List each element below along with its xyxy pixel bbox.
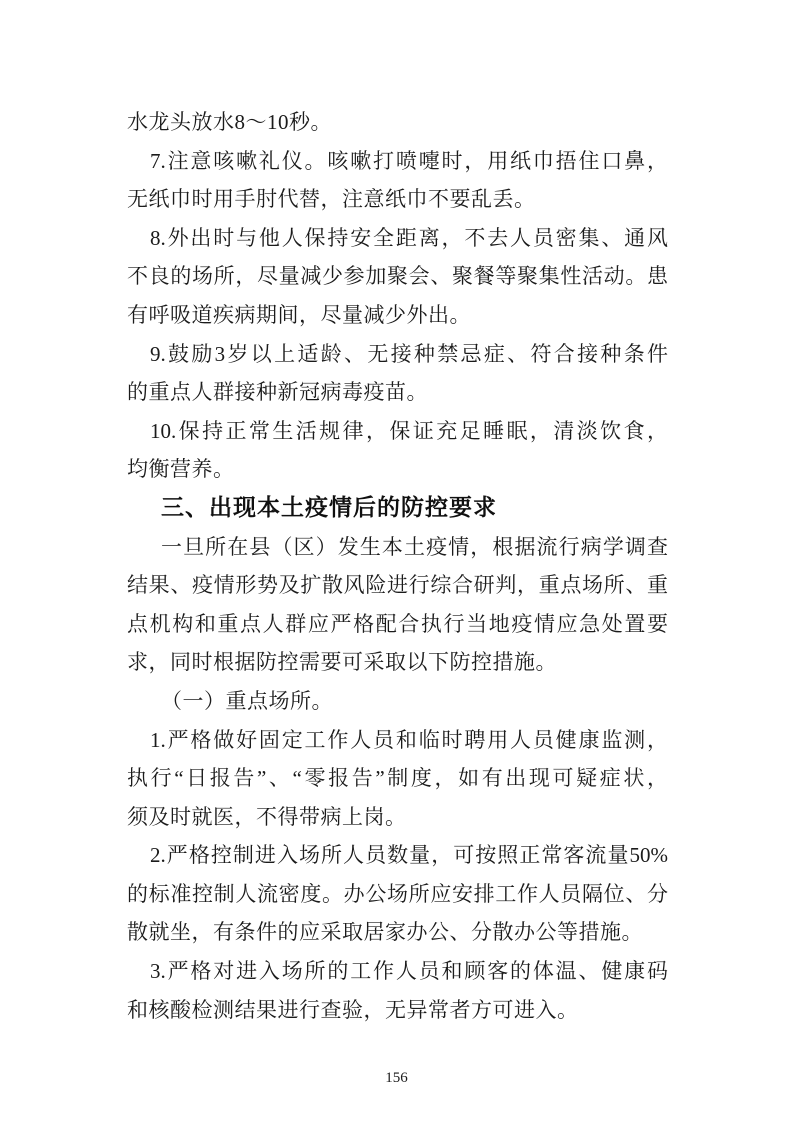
text-line: 10.保持正常生活规律，保证充足睡眠，清淡饮食， (150, 418, 668, 443)
text-line: 点机构和重点人群应严格配合执行当地疫情应急处置要 (127, 611, 668, 636)
text-line: 散就坐，有条件的应采取居家办公、分散办公等措施。 (127, 920, 643, 945)
text-line: 水龙头放水8～10秒。 (127, 110, 332, 134)
text-line: 须及时就医，不得带病上岗。 (127, 804, 407, 829)
text-line: 2.严格控制进入场所人员数量，可按照正常客流量50% (150, 843, 668, 868)
text-line: 的重点人群接种新冠病毒疫苗。 (127, 380, 428, 405)
text-line: 1.严格做好固定工作人员和临时聘用人员健康监测， (150, 727, 668, 752)
text-line: 结果、疫情形势及扩散风险进行综合研判，重点场所、重 (127, 573, 668, 598)
text-line: （一）重点场所。 (161, 688, 333, 713)
document-body (127, 103, 668, 1029)
text-line: 执行“日报告”、“零报告”制度，如有出现可疑症状， (127, 766, 668, 791)
text-line: 有呼吸道疾病期间，尽量减少外出。 (127, 302, 471, 327)
text-line: 求，同时根据防控需要可采取以下防控措施。 (127, 650, 557, 675)
section-heading: 三、出现本土疫情后的防控要求 (161, 494, 497, 521)
text-line: 均衡营养。 (127, 457, 235, 482)
text-line: 7.注意咳嗽礼仪。咳嗽打喷嚏时，用纸巾捂住口鼻， (150, 148, 668, 173)
page-number: 156 (385, 1070, 408, 1086)
text-line: 无纸巾时用手肘代替，注意纸巾不要乱丢。 (127, 187, 536, 212)
text-line: 的标准控制人流密度。办公场所应安排工作人员隔位、分 (127, 881, 668, 906)
text-line: 一旦所在县（区）发生本土疫情，根据流行病学调查 (161, 534, 668, 559)
text-line: 不良的场所，尽量减少参加聚会、聚餐等聚集性活动。患 (127, 264, 668, 289)
text-line: 8.外出时与他人保持安全距离，不去人员密集、通风 (150, 225, 668, 250)
text-line: 和核酸检测结果进行查验，无异常者方可进入。 (127, 997, 579, 1022)
text-line: 3.严格对进入场所的工作人员和顾客的体温、健康码 (150, 959, 668, 984)
text-line: 9.鼓励3岁以上适龄、无接种禁忌症、符合接种条件 (150, 341, 668, 366)
